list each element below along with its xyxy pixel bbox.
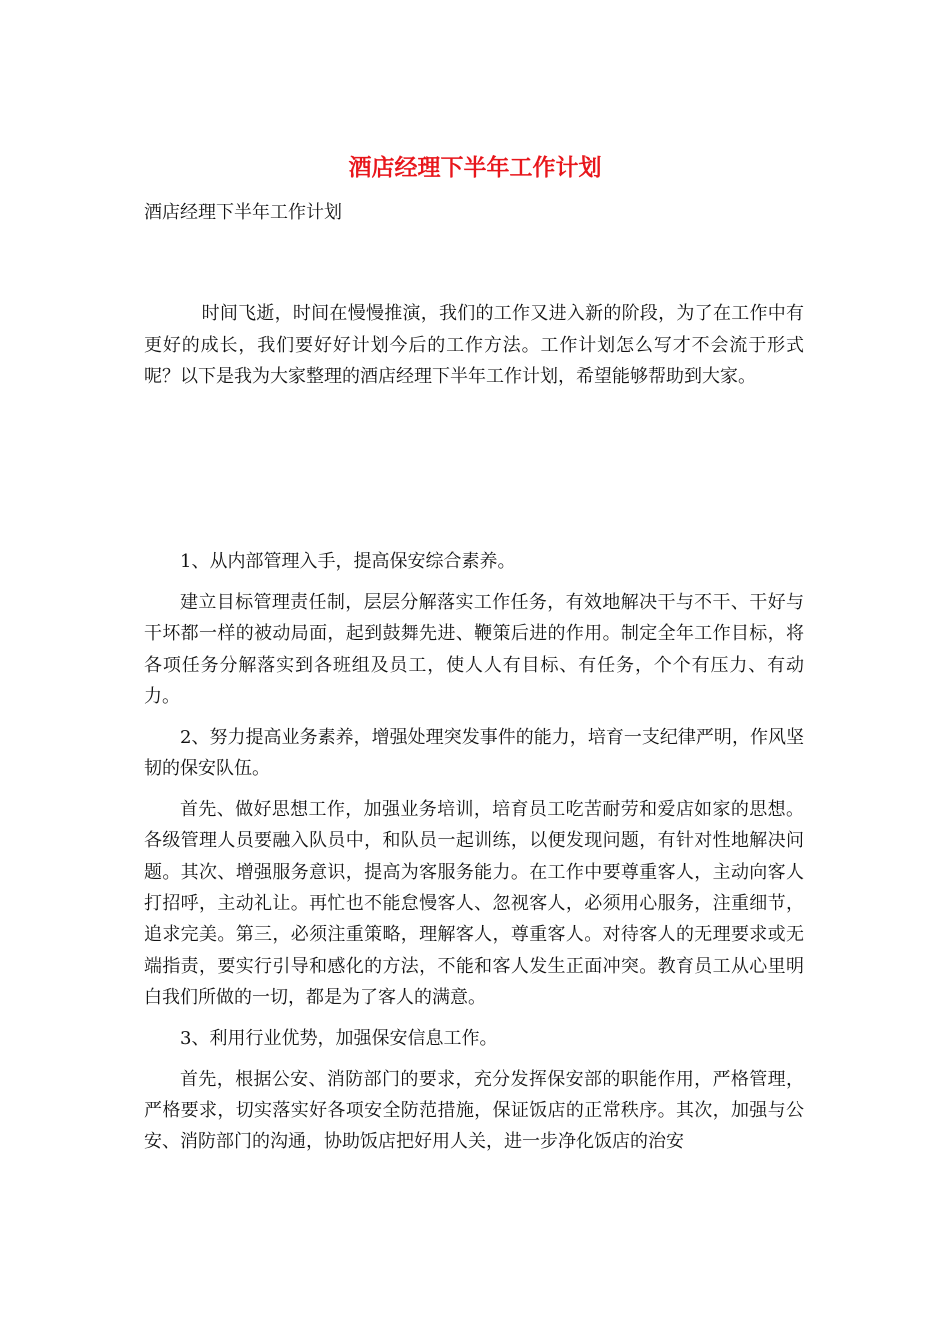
- intro-paragraph: 时间飞逝，时间在慢慢推演，我们的工作又进入新的阶段，为了在工作中有更好的成长，我们要好好计划今后的工作方法。工作计划怎么写才不会流于形式呢？以下是我为大家整理的酒店经理下半年工作计划，希望能够帮助到大家。: [144, 303, 804, 387]
- body-paragraph-1: 建立目标管理责任制，层层分解落实工作任务，有效地解决干与不干、干好与干坏都一样的被动局面，起到鼓舞先进、鞭策后进的作用。制定全年工作目标，将各项任务分解落实到各班组及员工，使人人有目标、有任务，个个有压力、有动力。: [144, 591, 804, 707]
- section-heading-2: 2、努力提高业务素养，增强处理突发事件的能力，培育一支纪律严明，作风坚韧的保安队伍。: [144, 726, 804, 780]
- section-heading-1: 1、从内部管理入手，提高保安综合素养。: [180, 551, 516, 572]
- document-title: 酒店经理下半年工作计划: [348, 154, 602, 181]
- document-subtitle: 酒店经理下半年工作计划: [144, 202, 342, 223]
- body-paragraph-3: 首先，根据公安、消防部门的要求，充分发挥保安部的职能作用，严格管理，严格要求，切实落实好各项安全防范措施，保证饭店的正常秩序。其次，加强与公安、消防部门的沟通，协助饭店把好用人关，进一步净化饭店的治安: [144, 1068, 804, 1153]
- content-section: [144, 546, 804, 1167]
- section-heading-3: 3、利用行业优势，加强保安信息工作。: [180, 1027, 498, 1049]
- intro-section: [144, 298, 804, 393]
- body-paragraph-2: 首先、做好思想工作，加强业务培训，培育员工吃苦耐劳和爱店如家的思想。各级管理人员要融入队员中，和队员一起训练，以便发现问题，有针对性地解决问题。其次、增强服务意识，提高为客服务能力。在工作中要尊重客人，主动向客人打招呼，主动礼让。再忙也不能怠慢客人、忽视客人，必须用心服务，注重细节，追求完美。第三，必须注重策略，理解客人，尊重客人。对待客人的无理要求或无端指责，要实行引导和感化的方法，不能和客人发生正面冲突。教育员工从心里明白我们所做的一切，都是为了客人的满意。: [144, 799, 804, 1008]
